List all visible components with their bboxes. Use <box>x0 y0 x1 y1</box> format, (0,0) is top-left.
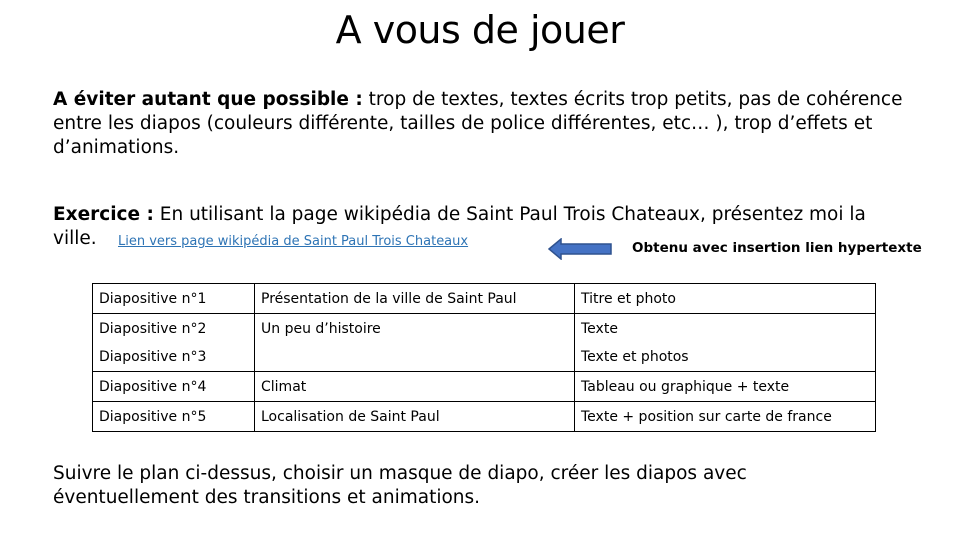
table-cell-topic: Climat <box>255 372 575 402</box>
wikipedia-link[interactable]: Lien vers page wikipédia de Saint Paul Trois Chateaux <box>118 234 469 249</box>
table-row <box>93 284 876 314</box>
exercise-label: Exercice : <box>53 204 154 225</box>
slide-title: A vous de jouer <box>335 8 625 52</box>
table-cell-content: Texte + position sur carte de france <box>575 402 876 432</box>
avoid-label: A éviter autant que possible : <box>53 89 363 110</box>
table-cell-topic: Un peu d’histoire <box>255 314 575 344</box>
table-cell-slide: Diapositive n°3 <box>93 343 255 372</box>
table-cell-topic: Localisation de Saint Paul <box>255 402 575 432</box>
hyperlink-note: Obtenu avec insertion lien hypertexte <box>632 240 922 256</box>
table-cell-content: Tableau ou graphique + texte <box>575 372 876 402</box>
avoid-paragraph <box>53 88 913 160</box>
table-cell-content: Texte et photos <box>575 343 876 372</box>
table-row <box>93 372 876 402</box>
slides-plan-table <box>92 283 876 432</box>
table-row <box>93 343 876 372</box>
table-cell-slide: Diapositive n°5 <box>93 402 255 432</box>
table-cell-content: Texte <box>575 314 876 344</box>
closing-paragraph: Suivre le plan ci-dessus, choisir un masque de diapo, créer les diapos avec éventuellement des transitions et animations. <box>53 463 747 508</box>
table-cell-topic: Présentation de la ville de Saint Paul <box>255 284 575 314</box>
left-arrow-icon <box>548 238 612 260</box>
table-row <box>93 314 876 344</box>
table-row <box>93 402 876 432</box>
avoid-text: trop de textes, textes écrits trop petits, pas de cohérence entre les diapos (couleurs différente, tailles de police différentes, etc… ), trop d’effets et d’animations. <box>53 89 903 158</box>
table-cell-slide: Diapositive n°1 <box>93 284 255 314</box>
table-cell-topic <box>255 343 575 372</box>
table-cell-slide: Diapositive n°4 <box>93 372 255 402</box>
exercise-text: En utilisant la page wikipédia de Saint Paul Trois Chateaux, présentez moi la ville. <box>53 204 866 249</box>
table-cell-slide: Diapositive n°2 <box>93 314 255 344</box>
table-cell-content: Titre et photo <box>575 284 876 314</box>
